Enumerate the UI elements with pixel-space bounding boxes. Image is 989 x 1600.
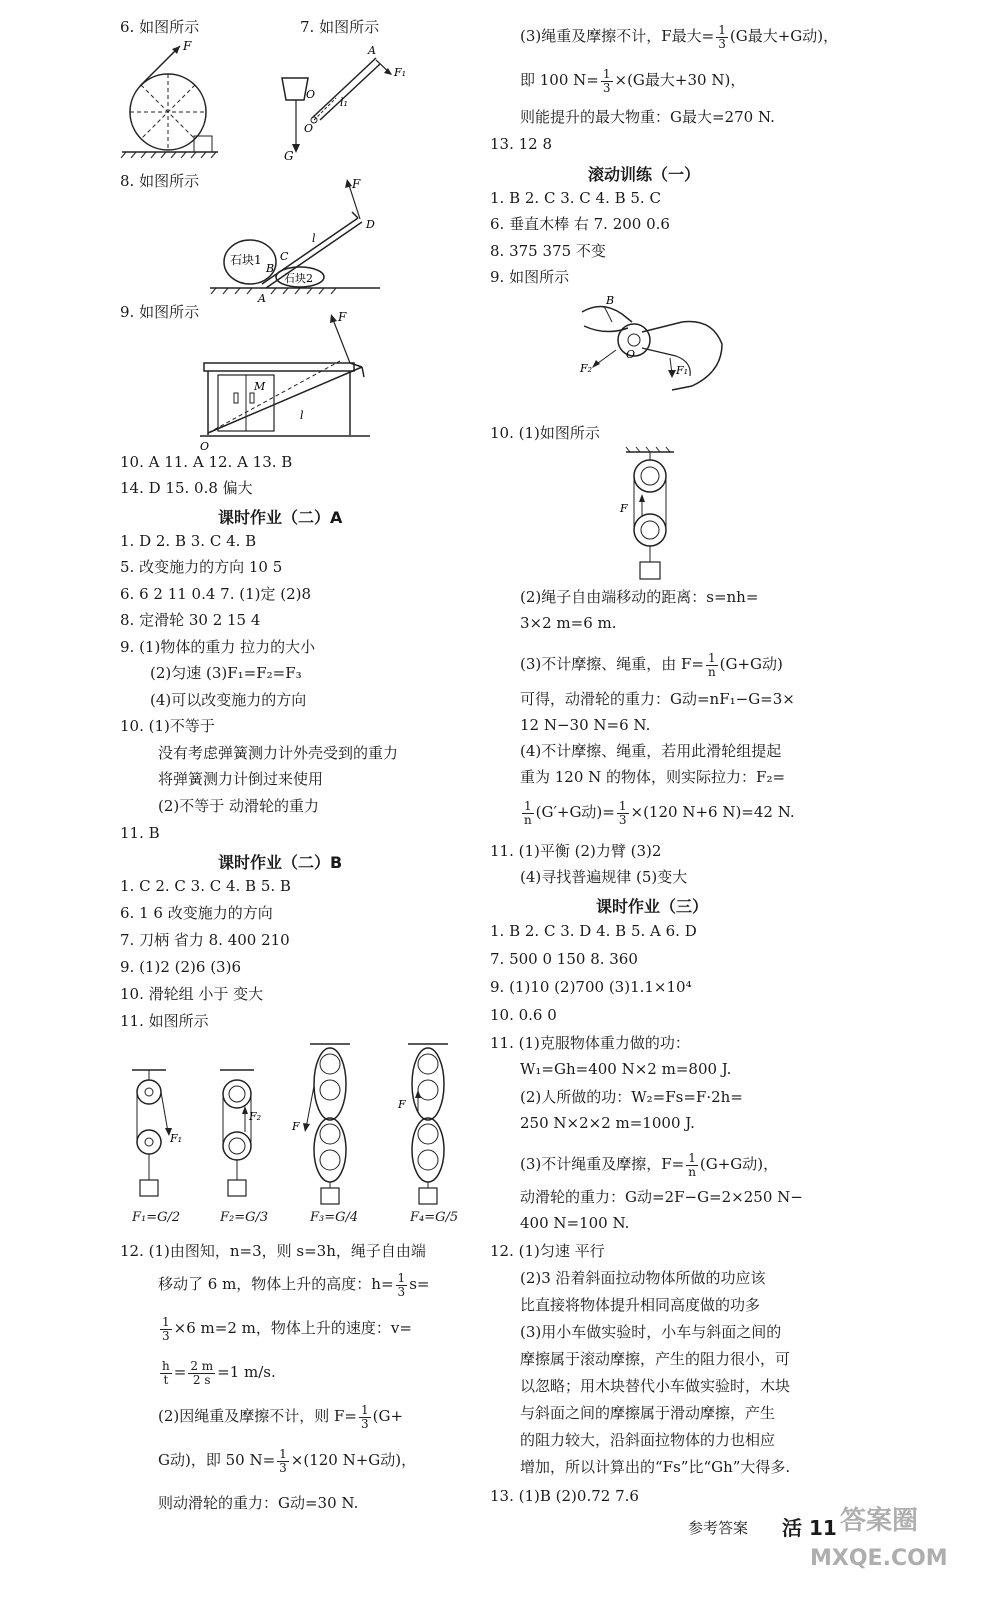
answer-line: 10. 滑轮组 小于 变大 <box>120 985 264 1003</box>
section-heading: 课时作业（二）B <box>218 853 343 872</box>
answer-line: (2)3 沿着斜面拉动物体所做的功应该 <box>520 1269 766 1287</box>
fraction: $\frac{1}{n}$ <box>523 799 532 827</box>
svg-text:O: O <box>200 440 210 453</box>
answer-line: 11. (1)克服物体重力做的功： <box>490 1034 690 1052</box>
answer-line: 动滑轮的重力：G动=2F−G=2×250 N− <box>520 1188 803 1206</box>
svg-text:G: G <box>284 149 294 163</box>
svg-text:F₁: F₁ <box>394 66 407 79</box>
figure-pliers <box>572 292 732 410</box>
q9-label: 9. 如图所示 <box>120 303 200 321</box>
answer-line: 11. 如图所示 <box>120 1012 209 1030</box>
footer-label: 参考答案 <box>688 1519 749 1537</box>
svg-text:l: l <box>312 232 316 245</box>
answer-line: (4)寻找普遍规律 (5)变大 <box>520 868 688 886</box>
answer-line: (2)因绳重及摩擦不计，则 F= $\frac{1}{3}$ (G+ <box>158 1403 404 1431</box>
answer-line: 7. 500 0 150 8. 360 <box>490 950 638 968</box>
answer-line: (2)人所做的功：W₂=Fs=F·2h= <box>520 1088 743 1106</box>
answer-line: (3)不计摩擦、绳重，由 F= $\frac{1}{n}$ (G+G动) <box>520 651 783 679</box>
answer-line: 与斜面之间的摩擦属于滑动摩擦，产生 <box>520 1404 776 1422</box>
answer-line: W₁=Gh=400 N×2 m=800 J. <box>520 1060 732 1078</box>
section-heading: 课时作业（三） <box>596 897 709 916</box>
fraction: $\frac{h}{t}$ <box>162 1359 170 1387</box>
q6-label: 6. 如图所示 <box>120 18 200 36</box>
answer-line: 增加，所以计算出的“Fs”比“Gh”大得多. <box>520 1458 791 1476</box>
svg-text:F: F <box>183 40 192 53</box>
svg-text:F₂: F₂ <box>249 1110 262 1123</box>
svg-text:C: C <box>280 250 289 263</box>
answer-line: 13. 12 8 <box>490 135 553 153</box>
answer-line: 10. (1)不等于 <box>120 717 215 735</box>
fraction: $\frac{1}{3}$ <box>162 1315 170 1343</box>
section-heading: 课时作业（二）A <box>218 508 343 527</box>
answer-line: $\frac{h}{t}$ = $\frac{2 m}{2 s}$ =1 m/s. <box>162 1359 276 1387</box>
svg-text:F: F <box>338 310 347 324</box>
formula-f1: F₁=G/2 <box>132 1210 181 1225</box>
answer-line: 8. 定滑轮 30 2 15 4 <box>120 611 261 629</box>
answer-line: 10. A 11. A 12. A 13. B <box>120 453 293 471</box>
answer-line: 11. B <box>120 824 160 842</box>
pulley-system-1 <box>132 1070 182 1196</box>
footer-brand: 活 11 <box>782 1516 837 1540</box>
answer-line: 6. 垂直木棒 右 7. 200 0.6 <box>490 215 670 233</box>
fraction: $\frac{1}{3}$ <box>718 23 726 51</box>
answer-line: 6. 1 6 改变施力的方向 <box>120 904 273 922</box>
answer-line: 13. (1)B (2)0.72 7.6 <box>490 1487 639 1505</box>
fraction: $\frac{1}{n}$ <box>688 1151 696 1179</box>
fraction: $\frac{1}{3}$ <box>618 799 627 827</box>
answer-line: (4)可以改变施力的方向 <box>150 691 307 709</box>
answer-line: 9. (1)物体的重力 拉力的大小 <box>120 638 316 656</box>
svg-text:A: A <box>368 44 376 57</box>
svg-text:F: F <box>620 502 628 515</box>
fraction: $\frac{2 m}{2 s}$ <box>190 1359 214 1387</box>
answer-line: 摩擦属于滚动摩擦，产生的阻力很小，可 <box>520 1350 791 1368</box>
watermark-logo: 答案圈 <box>840 1506 919 1536</box>
answer-line: 400 N=100 N. <box>520 1214 630 1232</box>
answer-line: 重为 120 N 的物体，则实际拉力：F₂= <box>520 768 786 786</box>
answer-line: 1. B 2. C 3. C 4. B 5. C <box>490 189 661 207</box>
answer-line: G动)，即 50 N= $\frac{1}{3}$ ×(120 N+G动)， <box>158 1447 417 1475</box>
answer-line: 12 N−30 N=6 N. <box>520 716 651 734</box>
formula-f4: F₄=G/5 <box>410 1210 459 1225</box>
answer-line: 12. (1)匀速 平行 <box>490 1242 605 1260</box>
answer-line: 1. B 2. C 3. D 4. B 5. A 6. D <box>490 922 697 940</box>
watermark-url: MXQE.COM <box>810 1546 948 1571</box>
pulley-system-4 <box>397 1044 448 1204</box>
svg-text:石块2: 石块2 <box>284 272 313 285</box>
svg-text:F: F <box>292 1120 300 1133</box>
pulley-system-3 <box>291 1044 350 1204</box>
answer-line: 将弹簧测力计倒过来使用 <box>158 770 324 788</box>
section-heading: 滚动训练（一） <box>588 165 701 184</box>
answer-line: 10. (1)如图所示 <box>490 424 600 442</box>
q7-label: 7. 如图所示 <box>300 18 380 36</box>
figure-11-pulleys <box>118 1032 468 1232</box>
svg-text:O: O <box>626 348 636 361</box>
answer-line: 则动滑轮的重力：G动=30 N. <box>158 1494 359 1512</box>
answer-line: (2)不等于 动滑轮的重力 <box>158 797 320 815</box>
svg-text:B: B <box>606 294 615 307</box>
fraction: $\frac{1}{n}$ <box>707 651 716 679</box>
svg-text:O: O <box>304 122 314 135</box>
answer-line: 10. 0.6 0 <box>490 1006 557 1024</box>
figure-9-cabinet <box>200 305 420 455</box>
figure-8-rocks <box>210 174 390 304</box>
answer-line: 比直接将物体提升相同高度做的功多 <box>520 1296 761 1314</box>
formula-f3: F₃=G/4 <box>310 1210 359 1225</box>
answer-line: 250 N×2×2 m=1000 J. <box>520 1114 695 1132</box>
answer-line: 则能提升的最大物重：G最大=270 N. <box>520 108 775 126</box>
q8-label: 8. 如图所示 <box>120 172 200 190</box>
fraction: $\frac{1}{3}$ <box>361 1403 369 1431</box>
svg-text:F: F <box>398 1098 406 1111</box>
figure-10-pulley <box>618 446 698 582</box>
answer-line: 移动了 6 m，物体上升的高度：h= $\frac{1}{3}$ s= <box>158 1271 430 1299</box>
answer-line: 没有考虑弹簧测力计外壳受到的重力 <box>158 744 399 762</box>
answer-line: 6. 6 2 11 0.4 7. (1)定 (2)8 <box>120 585 312 603</box>
svg-text:D: D <box>366 218 375 231</box>
answer-line: 的阻力较大，沿斜面拉物体的力也相应 <box>520 1431 776 1449</box>
figure-7-lever <box>276 40 426 165</box>
answer-line: 1. C 2. C 3. C 4. B 5. B <box>120 877 291 895</box>
answer-line: 以忽略；用木块替代小车做实验时，木块 <box>520 1377 791 1395</box>
svg-text:l₁: l₁ <box>340 96 348 109</box>
svg-text:M: M <box>254 380 266 393</box>
fraction: $\frac{1}{3}$ <box>602 67 611 95</box>
pulley-system-2 <box>220 1070 261 1196</box>
answer-line: 7. 刀柄 省力 8. 400 210 <box>120 931 290 949</box>
svg-text:F₁: F₁ <box>170 1132 183 1145</box>
answer-line: 12. (1)由图知，n=3，则 s=3h，绳子自由端 <box>120 1242 426 1260</box>
answer-line: 14. D 15. 0.8 偏大 <box>120 479 253 497</box>
answer-line: (3)绳重及摩擦不计，F最大= $\frac{1}{3}$ (G最大+G动)， <box>520 23 839 51</box>
answer-line: 11. (1)平衡 (2)力臂 (3)2 <box>490 842 662 860</box>
answer-line: 1. D 2. B 3. C 4. B <box>120 532 257 550</box>
answer-line: 9. (1)10 (2)700 (3)1.1×10⁴ <box>490 978 692 996</box>
formula-f2: F₂=G/3 <box>220 1210 269 1225</box>
figure-6-wheel <box>118 40 228 160</box>
answer-line: 5. 改变施力的方向 10 5 <box>120 558 283 576</box>
fraction: $\frac{1}{3}$ <box>279 1447 287 1475</box>
answer-line: (3)用小车做实验时，小车与斜面之间的 <box>520 1323 782 1341</box>
answer-line: 9. (1)2 (2)6 (3)6 <box>120 958 241 976</box>
answer-line: $\frac{1}{3}$ ×6 m=2 m，物体上升的速度：v= <box>162 1315 412 1343</box>
svg-text:F₂: F₂ <box>580 362 593 375</box>
answer-line: $\frac{1}{n}$ (G′+G动)= $\frac{1}{3}$ ×(120 N+6 N)=42 N. <box>523 799 795 827</box>
svg-text:石块1: 石块1 <box>230 253 262 267</box>
fraction: $\frac{1}{3}$ <box>397 1271 406 1299</box>
answer-line: (2)匀速 (3)F₁=F₂=F₃ <box>150 664 302 682</box>
answer-line: (4)不计摩擦、绳重，若用此滑轮组提起 <box>520 742 782 760</box>
svg-text:F: F <box>352 177 361 191</box>
answer-line: (3)不计绳重及摩擦，F= $\frac{1}{n}$ (G+G动)， <box>520 1151 779 1179</box>
svg-text:B: B <box>266 262 275 275</box>
answer-line: 8. 375 375 不变 <box>490 242 606 260</box>
answer-line: 9. 如图所示 <box>490 268 570 286</box>
svg-text:l: l <box>300 409 304 422</box>
answer-line: 可得，动滑轮的重力：G动=nF₁−G=3× <box>520 690 795 708</box>
svg-text:A: A <box>258 292 266 304</box>
answer-line: 3×2 m=6 m. <box>520 614 617 632</box>
svg-text:F₁: F₁ <box>676 364 689 377</box>
answer-line: (2)绳子自由端移动的距离：s=nh= <box>520 588 759 606</box>
answer-line: 即 100 N= $\frac{1}{3}$ ×(G最大+30 N)， <box>520 67 746 95</box>
svg-text:O: O <box>306 88 316 101</box>
